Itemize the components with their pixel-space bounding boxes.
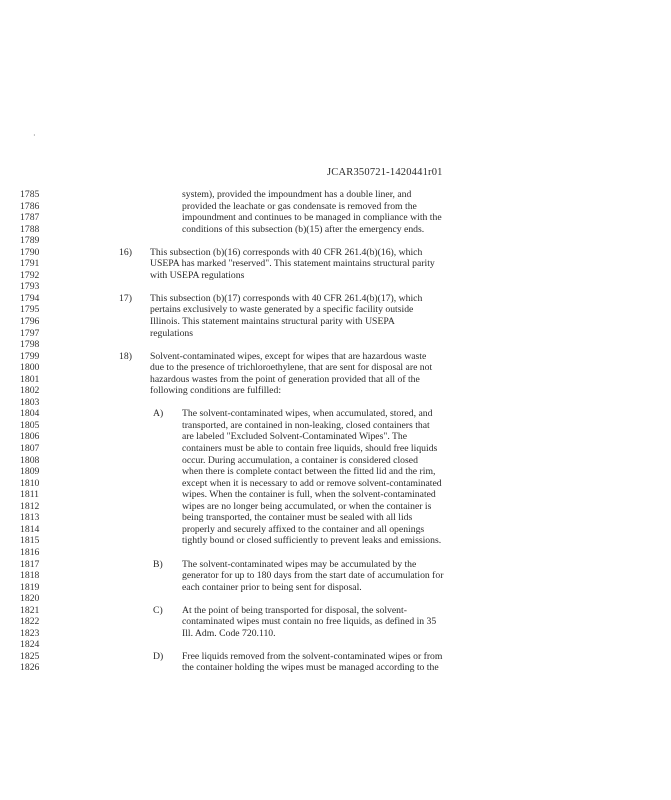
subsection-label: A) <box>153 408 164 420</box>
line-number: 1813 <box>20 512 40 524</box>
line-text: Free liquids removed from the solvent-contaminated wipes or from <box>182 650 443 662</box>
line-number: 1799 <box>20 350 40 362</box>
document-line <box>0 501 671 513</box>
line-text: USEPA has marked "reserved". This statement maintains structural parity <box>150 258 435 270</box>
line-text: hazardous wastes from the point of generation provided that all of the <box>150 373 420 385</box>
line-text: are labeled "Excluded Solvent-Contaminated Wipes". The <box>182 431 408 443</box>
line-number: 1788 <box>20 223 40 235</box>
line-number: 1824 <box>20 639 40 651</box>
line-text: with USEPA regulations <box>150 269 245 281</box>
line-number: 1807 <box>20 443 40 455</box>
line-number: 1785 <box>20 189 40 200</box>
line-text: wipes. When the container is full, when the solvent-contaminated <box>182 489 436 501</box>
line-number: 1814 <box>20 523 40 535</box>
subsection-label: 16) <box>119 246 132 258</box>
line-number: 1822 <box>20 616 40 628</box>
line-number: 1826 <box>20 662 40 674</box>
line-text: This subsection (b)(16) corresponds with 40 CFR 261.4(b)(16), which <box>150 246 423 258</box>
line-text: properly and securely affixed to the container and all openings <box>182 523 425 535</box>
document-line <box>0 478 671 490</box>
document-line <box>0 258 671 270</box>
line-text: except when it is necessary to add or remove solvent-contaminated <box>182 477 442 489</box>
line-number: 1823 <box>20 627 40 639</box>
line-number: 1825 <box>20 650 40 662</box>
line-number: 1805 <box>20 419 40 431</box>
line-text: each container prior to being sent for disposal. <box>182 581 362 593</box>
document-line <box>0 559 671 571</box>
line-number: 1791 <box>20 258 40 270</box>
line-text: generator for up to 180 days from the start date of accumulation for <box>182 570 444 582</box>
line-text: due to the presence of trichloroethylene, that are sent for disposal are not <box>150 362 433 374</box>
subsection-label: 18) <box>119 350 132 362</box>
document-line <box>0 293 671 305</box>
document-line <box>0 431 671 443</box>
subsection-label: D) <box>153 650 164 662</box>
corner-mark: · <box>33 131 36 140</box>
document-line <box>0 489 671 501</box>
regulation-text-body <box>0 189 671 674</box>
document-line <box>0 524 671 536</box>
document-line <box>0 328 671 340</box>
line-number: 1809 <box>20 466 40 478</box>
line-text: tightly bound or closed sufficiently to prevent leaks and emissions. <box>182 535 442 547</box>
line-text: occur. During accumulation, a container is considered closed <box>182 454 418 466</box>
line-number: 1806 <box>20 431 40 443</box>
document-line <box>0 466 671 478</box>
document-line <box>0 362 671 374</box>
document-line <box>0 535 671 547</box>
line-number: 1794 <box>20 292 40 304</box>
subsection-label: B) <box>153 558 163 570</box>
document-id-header: JCAR350721-1420441r01 <box>327 167 443 178</box>
line-text: when there is complete contact between the fitted lid and the rim, <box>182 466 436 478</box>
document-line <box>0 420 671 432</box>
line-number: 1819 <box>20 581 40 593</box>
document-line <box>0 339 671 351</box>
document-line <box>0 235 671 247</box>
line-number: 1795 <box>20 304 40 316</box>
document-line <box>0 316 671 328</box>
document-line <box>0 397 671 409</box>
document-line <box>0 201 671 213</box>
document-line <box>0 455 671 467</box>
line-number: 1801 <box>20 373 40 385</box>
line-text: following conditions are fulfilled: <box>150 385 282 397</box>
subsection-label: C) <box>153 604 163 616</box>
document-line <box>0 408 671 420</box>
document-line <box>0 651 671 663</box>
document-line <box>0 224 671 236</box>
line-text: Ill. Adm. Code 720.110. <box>182 627 276 639</box>
line-number: 1816 <box>20 546 40 558</box>
line-text: impoundment and continues to be managed in compliance with the <box>182 212 442 224</box>
line-number: 1787 <box>20 212 40 224</box>
line-text: provided the leachate or gas condensate is removed from the <box>182 200 417 212</box>
line-text: transported, are contained in non-leaking, closed containers that <box>182 419 430 431</box>
document-line <box>0 281 671 293</box>
document-line <box>0 247 671 259</box>
line-text: wipes are no longer being accumulated, or when the container is <box>182 500 432 512</box>
document-line <box>0 385 671 397</box>
document-line <box>0 616 671 628</box>
document-line <box>0 351 671 363</box>
line-number: 1815 <box>20 535 40 547</box>
line-number: 1820 <box>20 593 40 605</box>
document-line <box>0 605 671 617</box>
line-text: containers must be able to contain free liquids, should free liquids <box>182 443 438 455</box>
line-number: 1797 <box>20 327 40 339</box>
document-line <box>0 212 671 224</box>
line-number: 1792 <box>20 269 40 281</box>
line-number: 1802 <box>20 385 40 397</box>
line-text: being transported, the container must be sealed with all lids <box>182 512 413 524</box>
line-text: conditions of this subsection (b)(15) after the emergency ends. <box>182 223 425 235</box>
line-number: 1804 <box>20 408 40 420</box>
line-number: 1818 <box>20 570 40 582</box>
document-line <box>0 512 671 524</box>
line-number: 1808 <box>20 454 40 466</box>
document-line <box>0 582 671 594</box>
line-number: 1812 <box>20 500 40 512</box>
line-text: The solvent-contaminated wipes, when accumulated, stored, and <box>182 408 433 420</box>
line-number: 1796 <box>20 316 40 328</box>
line-number: 1821 <box>20 604 40 616</box>
line-number: 1789 <box>20 235 40 247</box>
line-text: This subsection (b)(17) corresponds with 40 CFR 261.4(b)(17), which <box>150 292 423 304</box>
document-line <box>0 639 671 651</box>
document-line <box>0 443 671 455</box>
document-line <box>0 662 671 674</box>
document-line <box>0 628 671 640</box>
line-number: 1798 <box>20 339 40 351</box>
line-text: Solvent-contaminated wipes, except for wipes that are hazardous waste <box>150 350 427 362</box>
line-text: regulations <box>150 327 194 339</box>
line-text: pertains exclusively to waste generated by a specific facility outside <box>150 304 414 316</box>
line-number: 1786 <box>20 200 40 212</box>
line-text: contaminated wipes must contain no free liquids, as defined in 35 <box>182 616 437 628</box>
line-text: the container holding the wipes must be managed according to the <box>182 662 439 674</box>
line-text: Illinois. This statement maintains structural parity with USEPA <box>150 316 395 328</box>
line-text: At the point of being transported for disposal, the solvent- <box>182 604 407 616</box>
document-line <box>0 374 671 386</box>
document-line <box>0 189 671 201</box>
line-number: 1800 <box>20 362 40 374</box>
line-text: The solvent-contaminated wipes may be accumulated by the <box>182 558 417 570</box>
line-number: 1817 <box>20 558 40 570</box>
line-number: 1810 <box>20 477 40 489</box>
line-number: 1803 <box>20 396 40 408</box>
line-number: 1793 <box>20 281 40 293</box>
line-number: 1790 <box>20 246 40 258</box>
document-line <box>0 593 671 605</box>
subsection-label: 17) <box>119 292 132 304</box>
line-text: system), provided the impoundment has a double liner, and <box>182 189 412 200</box>
document-line <box>0 304 671 316</box>
document-line <box>0 547 671 559</box>
document-line <box>0 570 671 582</box>
line-number: 1811 <box>20 489 40 501</box>
document-line <box>0 270 671 282</box>
